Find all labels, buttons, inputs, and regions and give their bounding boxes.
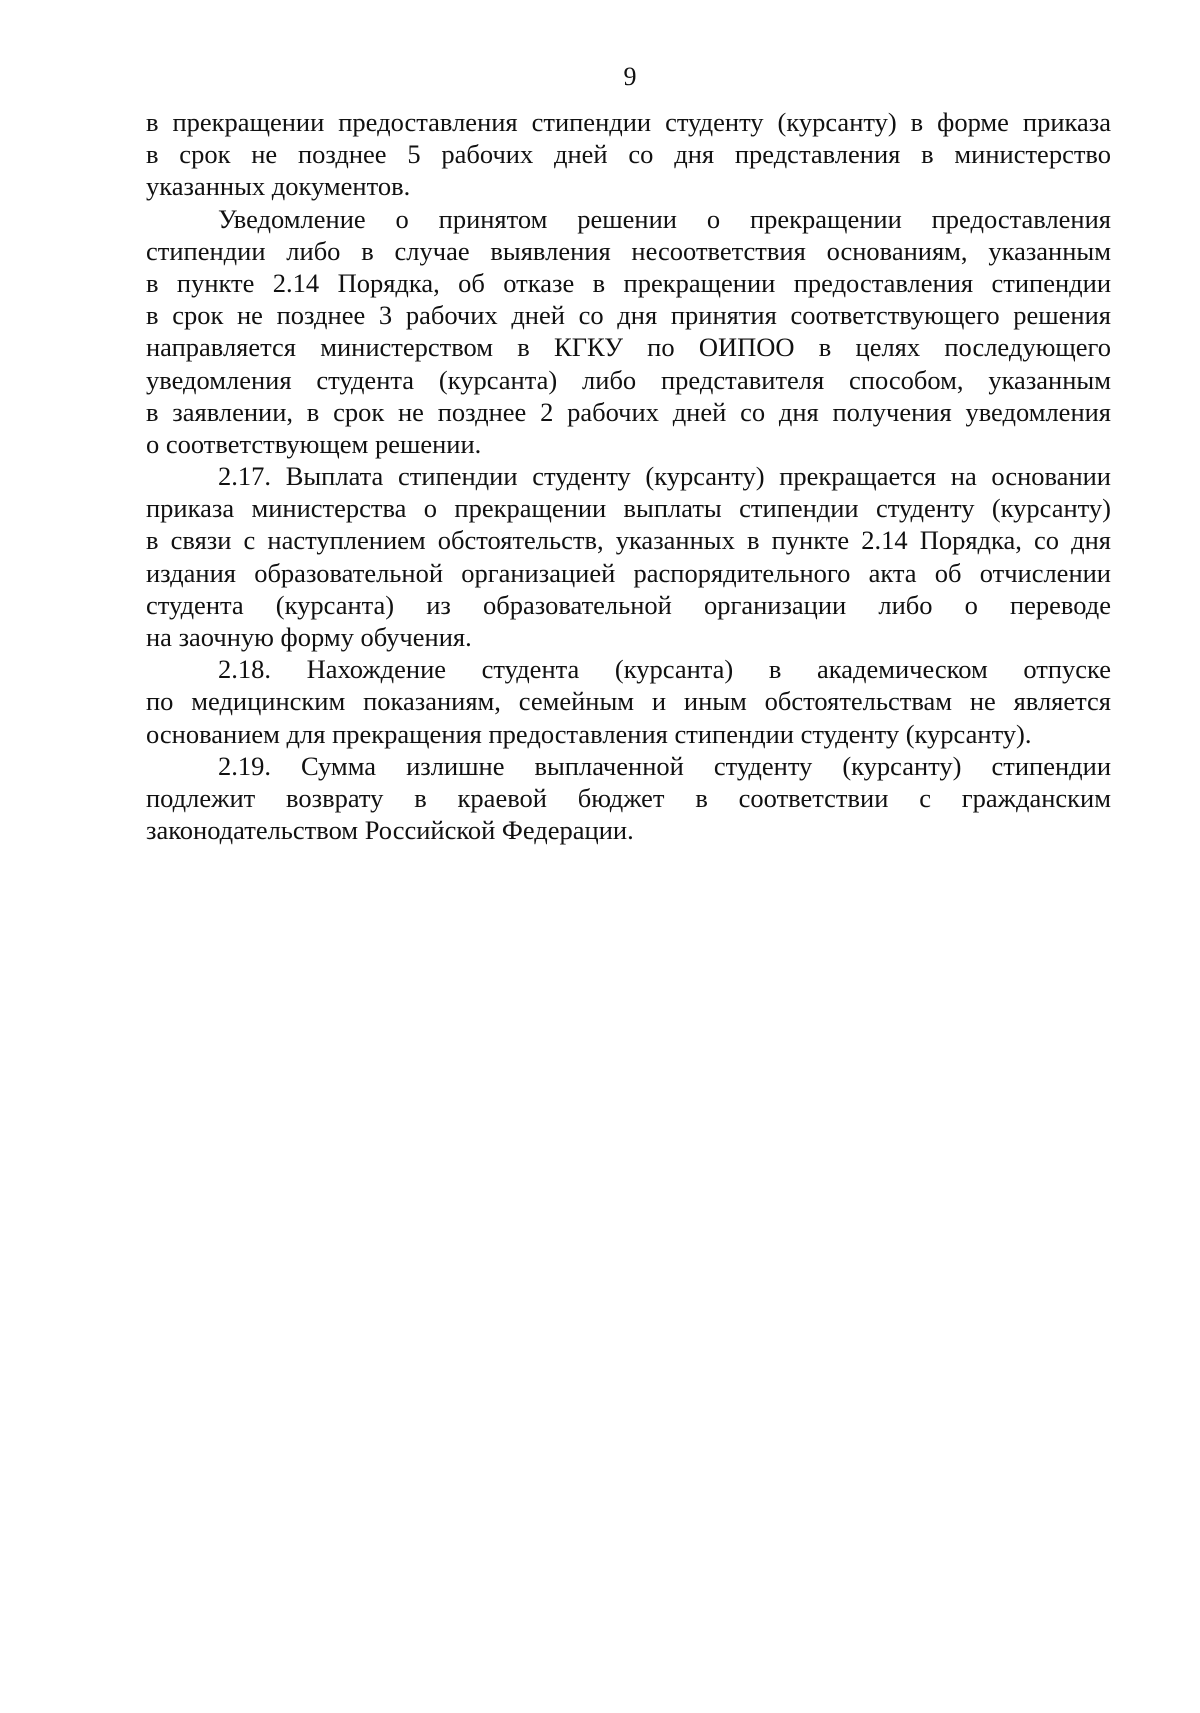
paragraph-2-17	[146, 460, 1111, 653]
text-line: законодательством Российской Федерации.	[146, 815, 634, 846]
text-line: в связи с наступлением обстоятельств, указанных в пункте 2.14 Порядка, со дня	[146, 525, 1111, 556]
text-line: по медицинским показаниям, семейным и иным обстоятельствам не является	[146, 686, 1111, 717]
text-line: 2.17. Выплата стипендии студенту (курсанту) прекращается на основании	[218, 461, 1111, 492]
paragraph-2-19	[146, 750, 1111, 847]
text-line: в прекращении предоставления стипендии студенту (курсанту) в форме приказа	[146, 107, 1111, 137]
text-line: в срок не позднее 3 рабочих дней со дня принятия соответствующего решения	[146, 300, 1111, 331]
document-body	[146, 106, 1111, 846]
text-line: направляется министерством в КГКУ по ОИПОО в целях последующего	[146, 332, 1111, 363]
paragraph-notification	[146, 203, 1111, 461]
text-line: в заявлении, в срок не позднее 2 рабочих дней со дня получения уведомления	[146, 396, 1111, 427]
text-line: студента (курсанта) из образовательной организации либо о переводе	[146, 589, 1111, 620]
text-line: подлежит возврату в краевой бюджет в соответствии с гражданским	[146, 782, 1111, 813]
text-line: основанием для прекращения предоставления стипендии студенту (курсанту).	[146, 718, 1032, 749]
paragraph-2-18	[146, 653, 1111, 750]
text-line: стипендии либо в случае выявления несоответствия основаниям, указанным	[146, 235, 1111, 266]
text-line: в срок не позднее 5 рабочих дней со дня представления в министерство	[146, 139, 1111, 170]
text-line: издания образовательной организацией распорядительного акта об отчислении	[146, 557, 1111, 588]
text-line: на заочную форму обучения.	[146, 622, 472, 652]
text-line: указанных документов.	[146, 171, 411, 202]
text-line: Уведомление о принятом решении о прекращении предоставления	[218, 203, 1111, 234]
text-line: о соответствующем решении.	[146, 428, 482, 459]
paragraph-continuation	[146, 106, 1111, 203]
text-line: 2.18. Нахождение студента (курсанта) в академическом отпуске	[218, 654, 1111, 685]
text-line: в пункте 2.14 Порядка, об отказе в прекращении предоставления стипендии	[146, 267, 1111, 298]
text-line: приказа министерства о прекращении выплаты стипендии студенту (курсанту)	[146, 493, 1111, 524]
page-number: 9	[623, 62, 637, 91]
text-line: 2.19. Сумма излишне выплаченной студенту (курсанту) стипендии	[218, 750, 1111, 781]
text-line: уведомления студента (курсанта) либо представителя способом, указанным	[146, 364, 1111, 395]
